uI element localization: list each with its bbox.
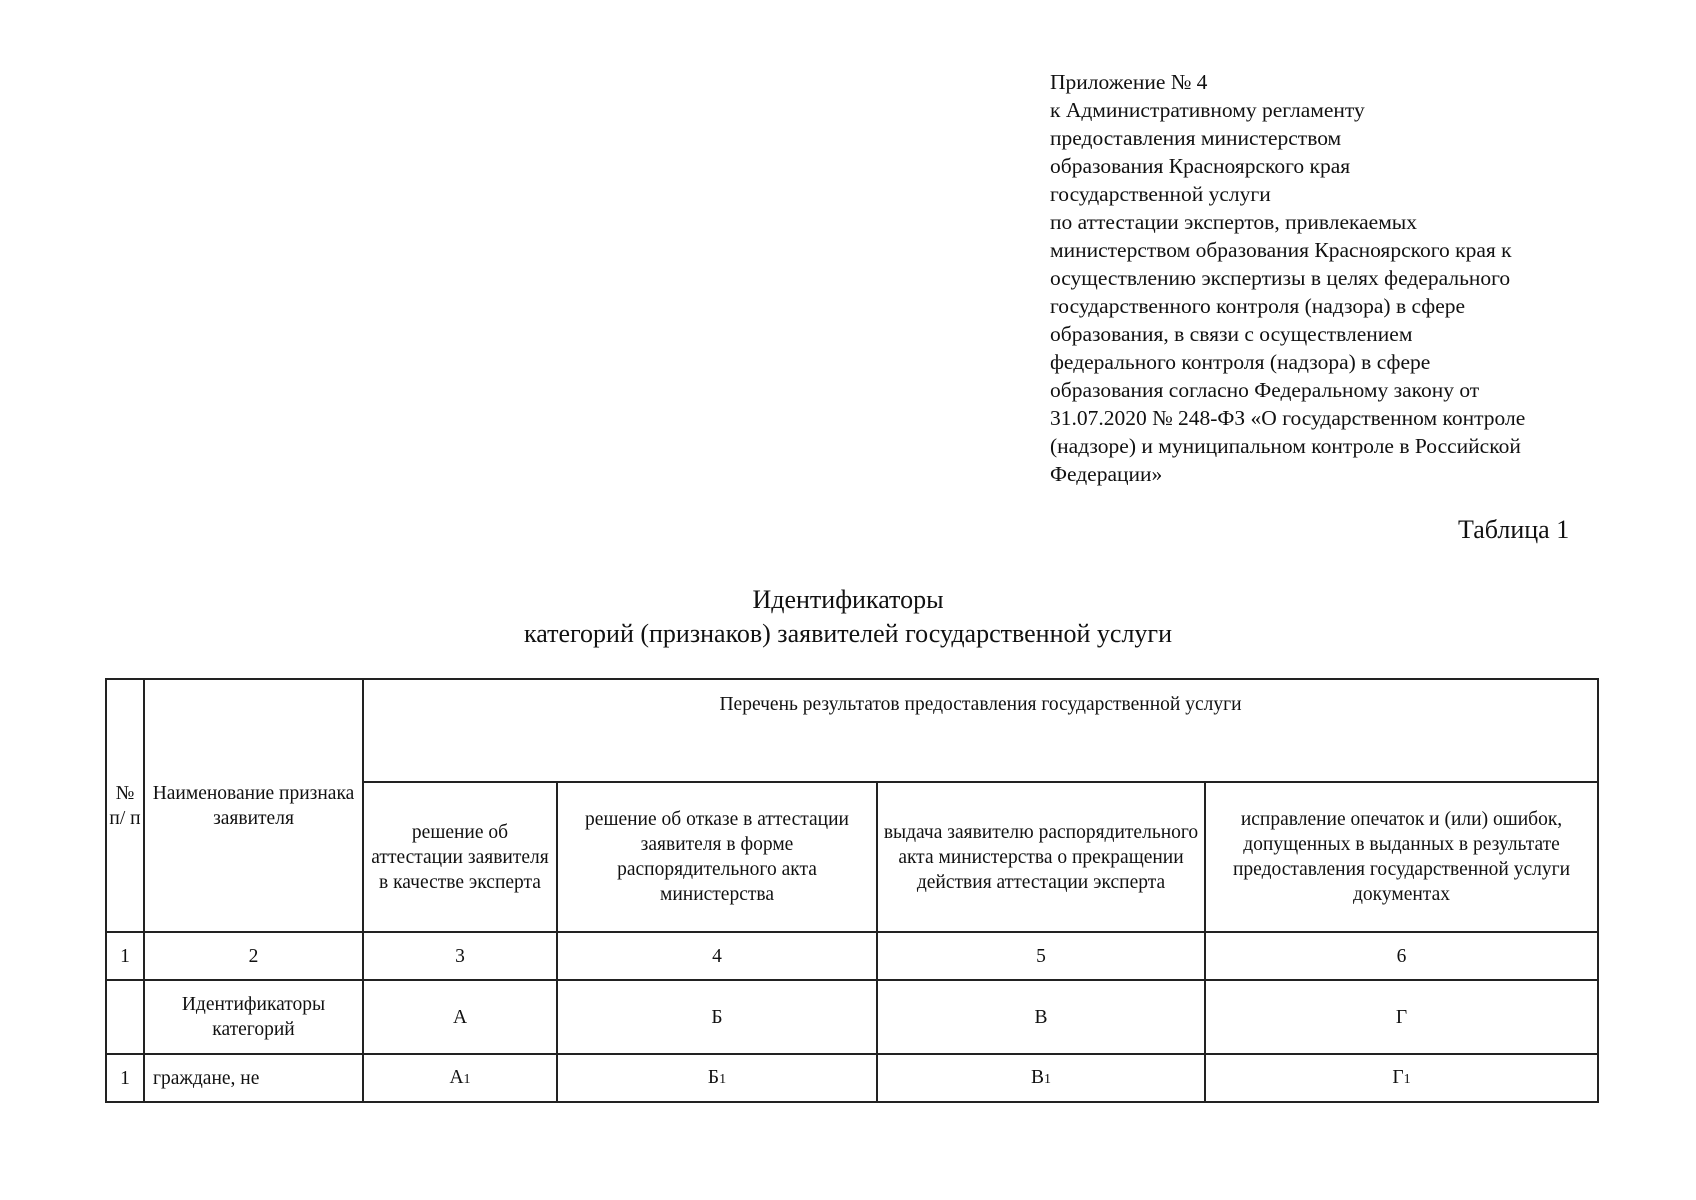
- row-category-name: граждане, не: [144, 1054, 363, 1102]
- appendix-line: федерального контроля (надзора) в сфере: [1050, 350, 1431, 374]
- identifiers-table: [105, 678, 1599, 1103]
- identifier-value: Г: [1205, 980, 1598, 1054]
- header-num-text: № п/ п: [109, 782, 141, 829]
- code-subscript: 1: [719, 1071, 727, 1087]
- identifiers-label: Идентификаторы категорий: [144, 980, 363, 1054]
- appendix-line: образования Красноярского края: [1050, 154, 1351, 178]
- code-letter: Г: [1392, 1066, 1404, 1088]
- category-code: [877, 1054, 1205, 1102]
- appendix-line: (надзоре) и муниципальном контроле в Российской: [1050, 434, 1521, 458]
- appendix-line: осуществлению экспертизы в целях федерального: [1050, 266, 1511, 290]
- column-numbers-row: [106, 932, 1598, 980]
- header-col-4: решение об отказе в аттестации заявителя в форме распорядительного акта министерства: [557, 782, 877, 932]
- header-num: [106, 679, 144, 932]
- column-number: 1: [106, 932, 144, 980]
- appendix-line: предоставления министерством: [1050, 126, 1342, 150]
- column-number: 4: [557, 932, 877, 980]
- column-number: 5: [877, 932, 1205, 980]
- category-code: [1205, 1054, 1598, 1102]
- appendix-line: Приложение № 4: [1050, 70, 1208, 94]
- table-number-label: Таблица 1: [1458, 515, 1570, 544]
- row-number: 1: [106, 1054, 144, 1102]
- category-code: [557, 1054, 877, 1102]
- appendix-line: к Административному регламенту: [1050, 98, 1365, 122]
- header-col-6: исправление опечаток и (или) ошибок, допущенных в выданных в результате предоставления государственной услуги документах: [1205, 782, 1598, 932]
- category-code: [363, 1054, 557, 1102]
- column-number: 2: [144, 932, 363, 980]
- title-line-1: Идентификаторы: [752, 585, 944, 614]
- identifiers-row: [106, 980, 1598, 1054]
- appendix-line: государственного контроля (надзора) в сфере: [1050, 294, 1466, 318]
- code-letter: В: [1030, 1066, 1044, 1088]
- header-col-3: решение об аттестации заявителя в качестве эксперта: [363, 782, 557, 932]
- code-subscript: 1: [463, 1071, 471, 1087]
- document-title: [0, 583, 1696, 651]
- identifier-value: А: [363, 980, 557, 1054]
- empty-cell: [106, 980, 144, 1054]
- appendix-line: образования согласно Федеральному закону от: [1050, 378, 1480, 402]
- appendix-line: Федерации»: [1050, 462, 1163, 486]
- code-subscript: 1: [1403, 1071, 1411, 1087]
- appendix-line: государственной услуги: [1050, 182, 1271, 206]
- identifier-value: В: [877, 980, 1205, 1054]
- appendix-line: образования, в связи с осуществлением: [1050, 322, 1413, 346]
- table-row: [106, 1054, 1598, 1102]
- column-number: 6: [1205, 932, 1598, 980]
- code-letter: Б: [707, 1066, 720, 1088]
- code-letter: А: [449, 1066, 464, 1088]
- appendix-header: [1050, 68, 1610, 488]
- appendix-line: министерством образования Красноярского края к: [1050, 238, 1512, 262]
- column-number: 3: [363, 932, 557, 980]
- appendix-line: по аттестации экспертов, привлекаемых: [1050, 210, 1417, 234]
- header-name: Наименование признака заявителя: [144, 679, 363, 932]
- identifier-value: Б: [557, 980, 877, 1054]
- title-line-2: категорий (признаков) заявителей государственной услуги: [524, 619, 1172, 648]
- header-col-5: выдача заявителю распорядительного акта министерства о прекращении действия аттестации эксперта: [877, 782, 1205, 932]
- appendix-line: 31.07.2020 № 248-ФЗ «О государственном контроле: [1050, 406, 1526, 430]
- code-subscript: 1: [1044, 1071, 1051, 1087]
- header-results-group: Перечень результатов предоставления государственной услуги: [363, 679, 1598, 782]
